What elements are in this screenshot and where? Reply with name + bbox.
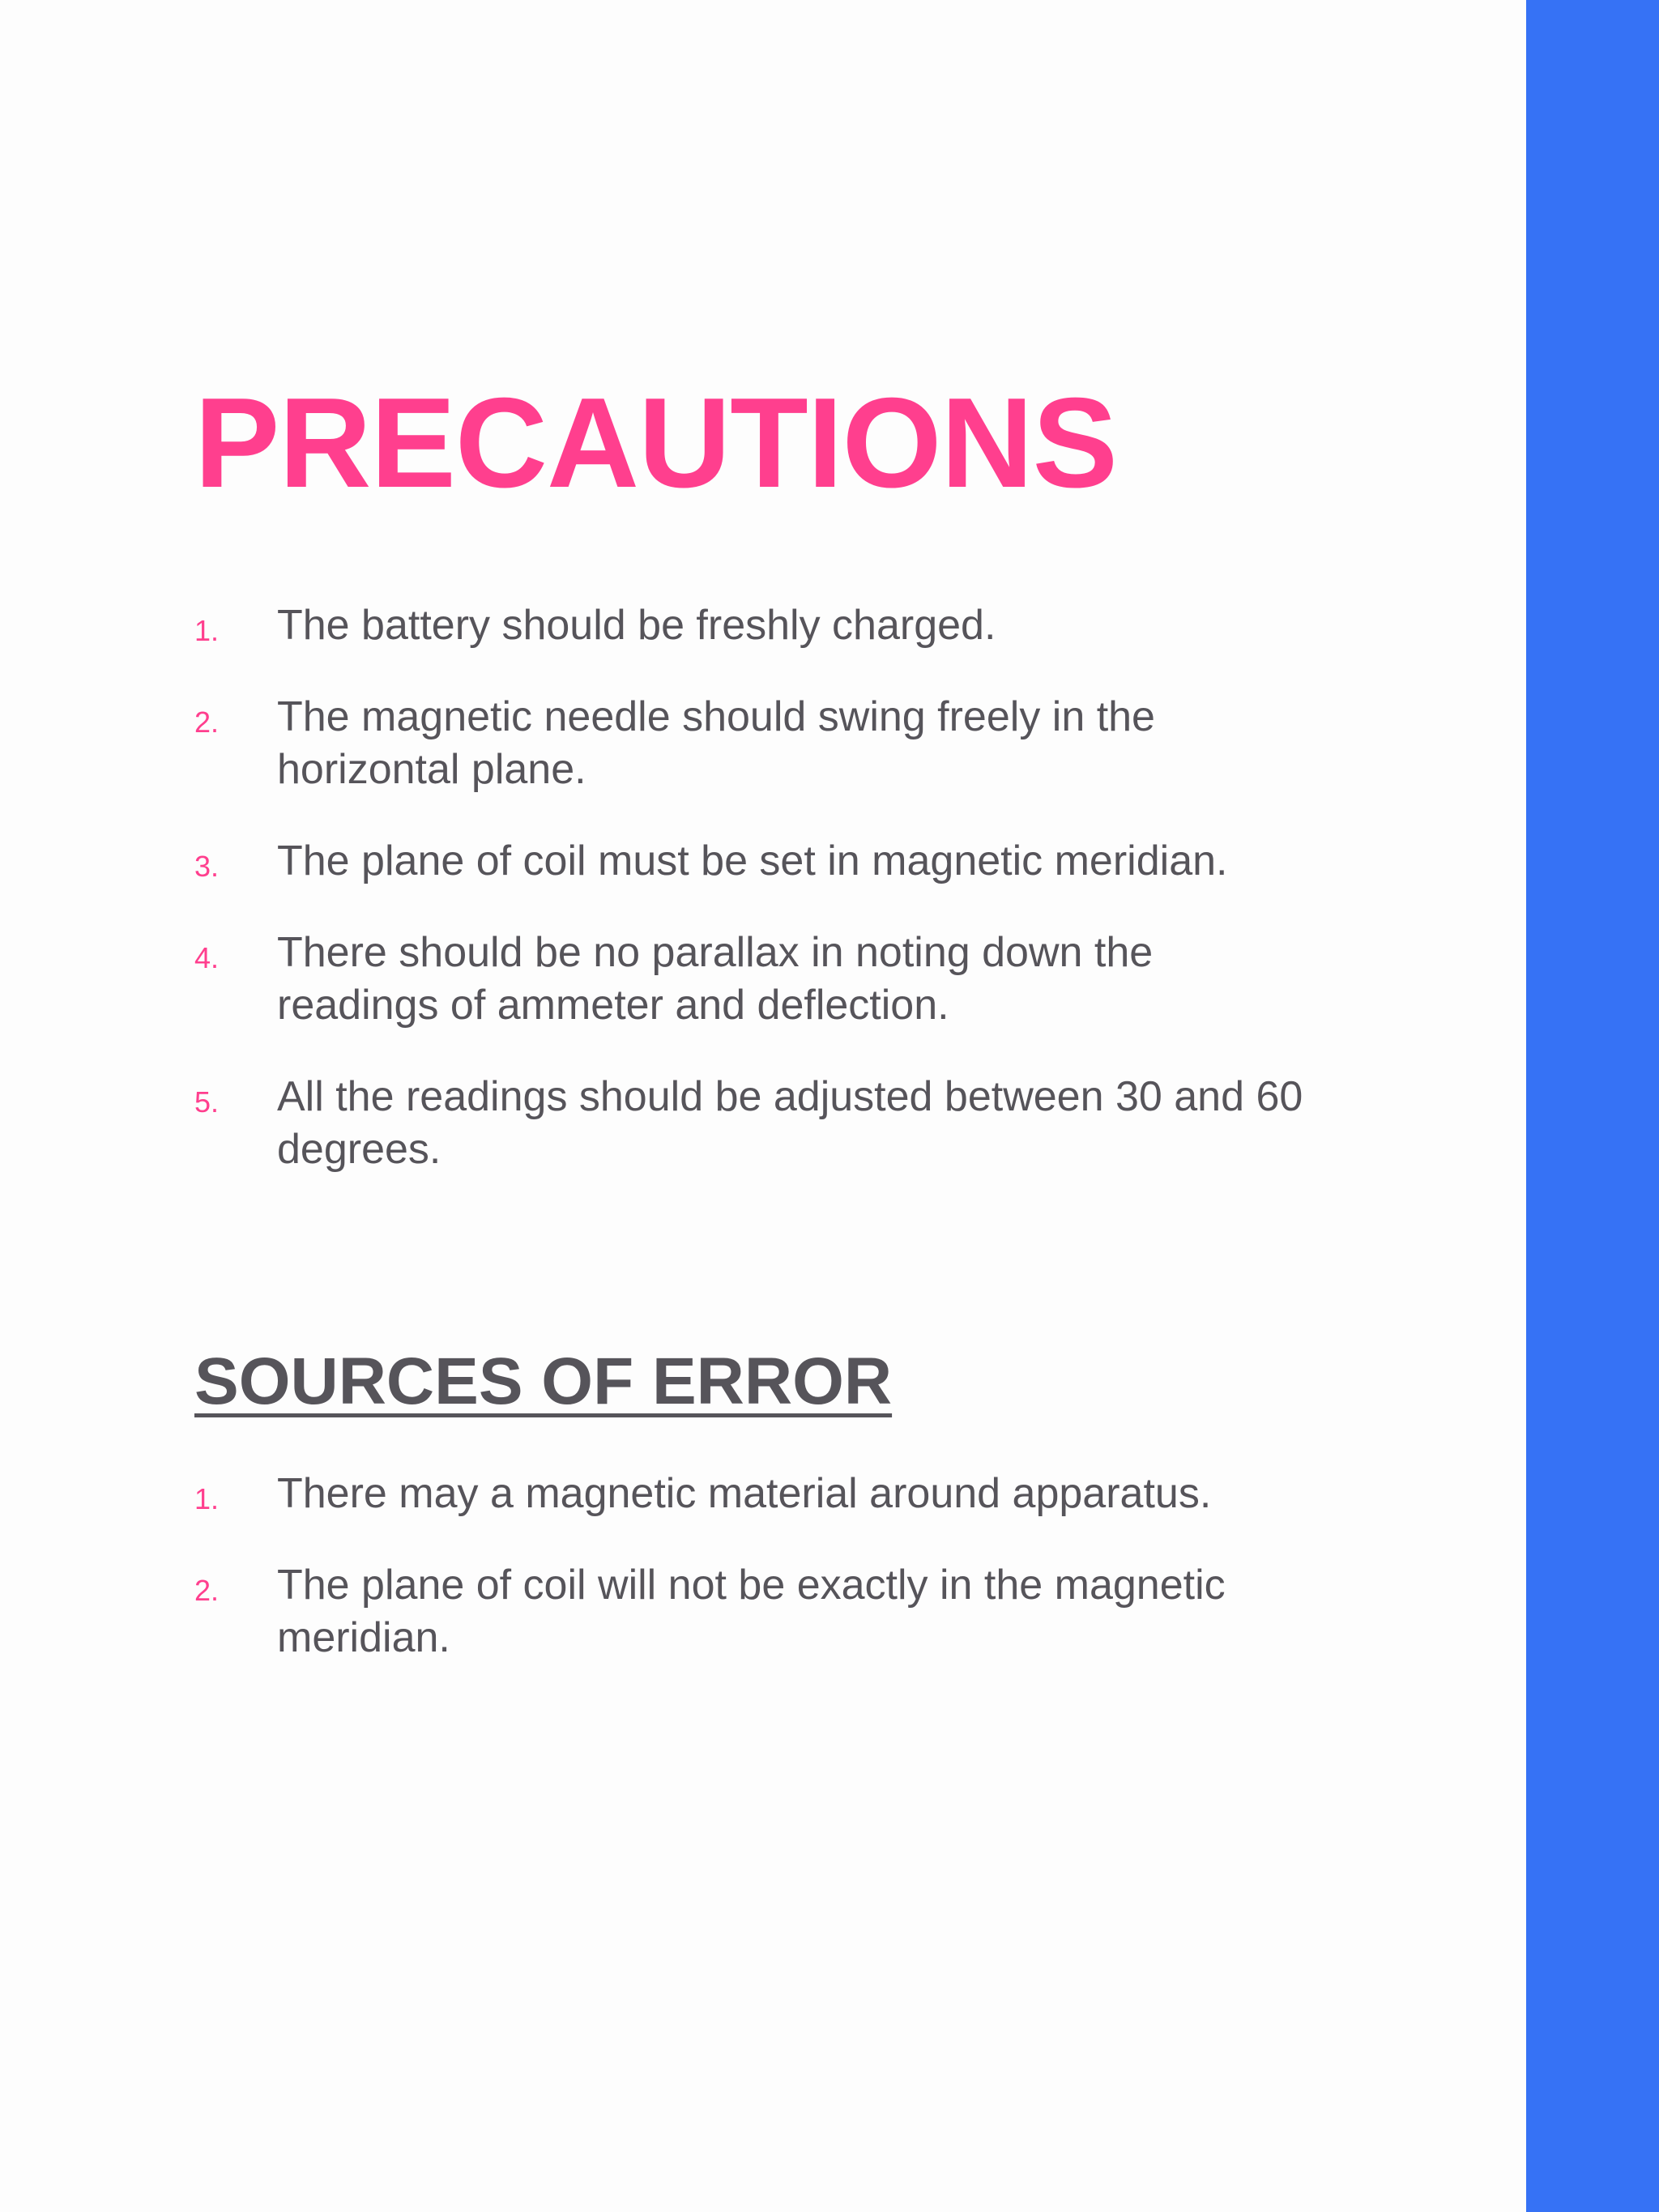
list-item-number: 5. [194, 1085, 220, 1119]
list-item [194, 691, 1312, 796]
list-item-text: The magnetic needle should swing freely in the horizontal plane. [277, 693, 1155, 793]
list-item-text: There may a magnetic material around apparatus. [277, 1470, 1212, 1517]
list-item-text: The battery should be freshly charged. [277, 602, 996, 649]
list-item-number: 1. [194, 614, 220, 647]
list-item [194, 599, 1312, 652]
precautions-heading: PRECAUTIONS [194, 372, 1117, 514]
list-item-text: There should be no parallax in noting down the readings of ammeter and deflection. [277, 929, 1154, 1029]
list-item-number: 3. [194, 850, 220, 883]
sidebar-accent-bar [1526, 0, 1659, 2212]
list-item-number: 4. [194, 941, 220, 974]
sources-of-error-heading: SOURCES OF ERROR [194, 1345, 893, 1418]
list-item-number: 2. [194, 1574, 220, 1607]
list-item [194, 1468, 1312, 1520]
list-item-text: The plane of coil must be set in magnetic meridian. [277, 837, 1228, 884]
precautions-list [194, 599, 1312, 1215]
sources-of-error-list [194, 1468, 1312, 1703]
list-item-text: The plane of coil will not be exactly in the magnetic meridian. [277, 1562, 1226, 1661]
list-item-text: All the readings should be adjusted between 30 and 60 degrees. [277, 1073, 1303, 1173]
list-item [194, 927, 1312, 1032]
list-item [194, 1559, 1312, 1664]
list-item [194, 835, 1312, 888]
list-item [194, 1071, 1312, 1176]
list-item-number: 1. [194, 1482, 220, 1515]
list-item-number: 2. [194, 705, 220, 739]
